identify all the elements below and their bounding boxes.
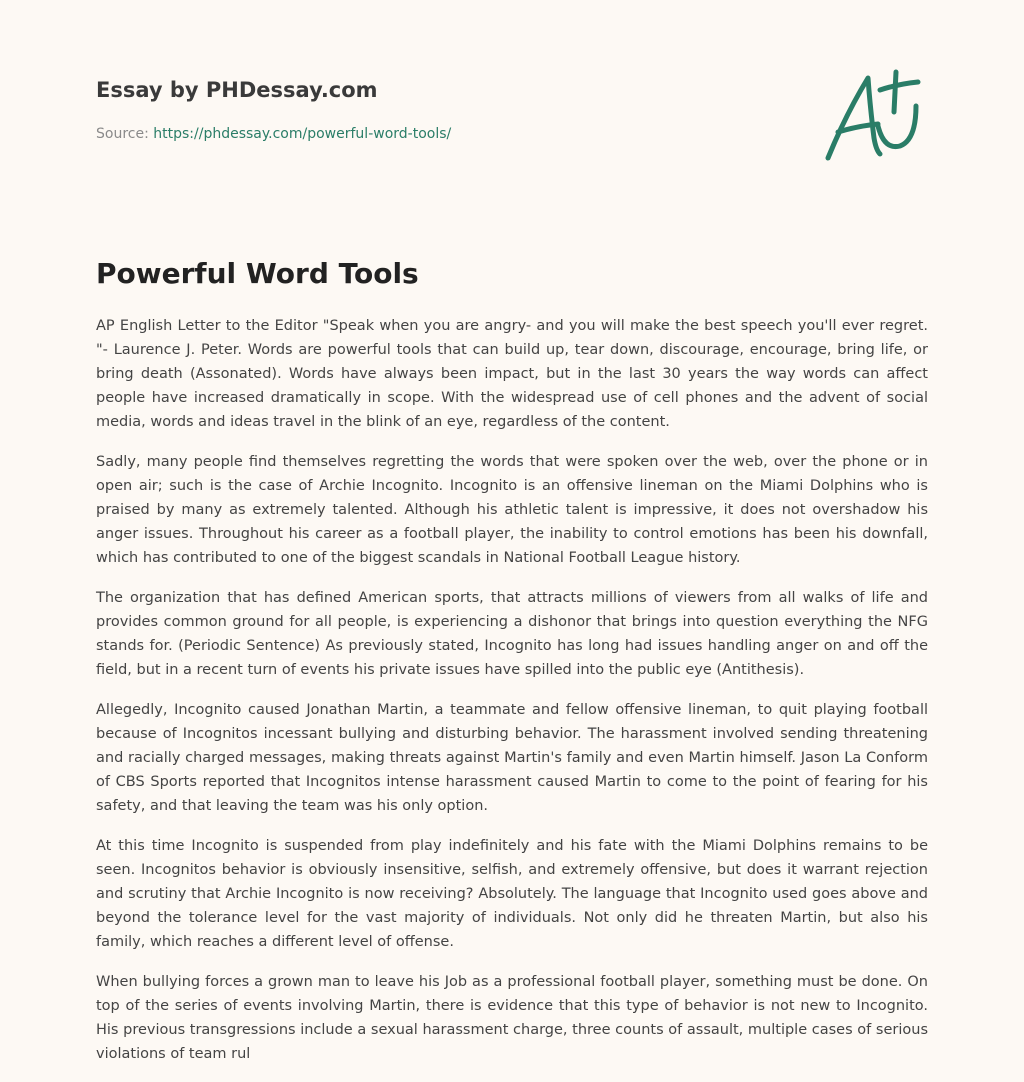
a-plus-logo-icon xyxy=(818,66,930,166)
source-label: Source: xyxy=(96,126,154,142)
essay-title: Powerful Word Tools xyxy=(96,257,419,290)
essay-paragraph: AP English Letter to the Editor "Speak when you are angry- and you will make the best speech you'll ever regret. "- Laurence J. Peter. Words are powerful tools that can build up, tear down, discourage, encourage, bring life, or bring death (Assonated). Words have always been impact, but in the last 30 years the way words can affect people have increased dramatically in scope. With the widespread use of cell phones and the advent of social media, words and ideas travel in the blink of an eye, regardless of the content. xyxy=(96,318,928,430)
essay-paragraph: Sadly, many people find themselves regretting the words that were spoken over the web, over the phone or in open air; such is the case of Archie Incognito. Incognito is an offensive lineman on the Miami Dolphins who is praised by many as extremely talented. Although his athletic talent is impressive, it does not overshadow his anger issues. Throughout his career as a football player, the inability to control emotions has been his downfall, which has contributed to one of the biggest scandals in National Football League history. xyxy=(96,454,928,566)
essay-body xyxy=(96,314,928,1082)
source-link[interactable]: https://phdessay.com/powerful-word-tools/ xyxy=(153,126,452,142)
page-header xyxy=(96,76,796,144)
essay-paragraph: The organization that has defined American sports, that attracts millions of viewers from all walks of life and provides common ground for all people, is experiencing a dishonor that brings into question everything the NFG stands for. (Periodic Sentence) As previously stated, Incognito has long had issues handling anger on and off the field, but in a recent turn of events his private issues have spilled into the public eye (Antithesis). xyxy=(96,590,928,678)
essay-paragraph: Allegedly, Incognito caused Jonathan Martin, a teammate and fellow offensive lineman, to quit playing football because of Incognitos incessant bullying and disturbing behavior. The harassment involved sending threatening and racially charged messages, making threats against Martin's family and even Martin himself. Jason La Conform of CBS Sports reported that Incognitos intense harassment caused Martin to come to the point of fearing for his safety, and that leaving the team was his only option. xyxy=(96,702,928,814)
brand-title: Essay by PHDessay.com xyxy=(96,78,378,102)
source-line xyxy=(96,124,796,144)
essay-paragraph: At this time Incognito is suspended from play indefinitely and his fate with the Miami Dolphins remains to be seen. Incognitos behavior is obviously insensitive, selfish, and extremely offensive, but does it warrant rejection and scrutiny that Archie Incognito is now receiving? Absolutely. The language that Incognito used goes above and beyond the tolerance level for the vast majority of individuals. Not only did he threaten Martin, but also his family, which reaches a different level of offense. xyxy=(96,838,928,950)
essay-paragraph: When bullying forces a grown man to leave his Job as a professional football player, something must be done. On top of the series of events involving Martin, there is evidence that this type of behavior is not new to Incognito. His previous transgressions include a sexual harassment charge, three counts of assault, multiple cases of serious violations of team rul xyxy=(96,974,928,1062)
